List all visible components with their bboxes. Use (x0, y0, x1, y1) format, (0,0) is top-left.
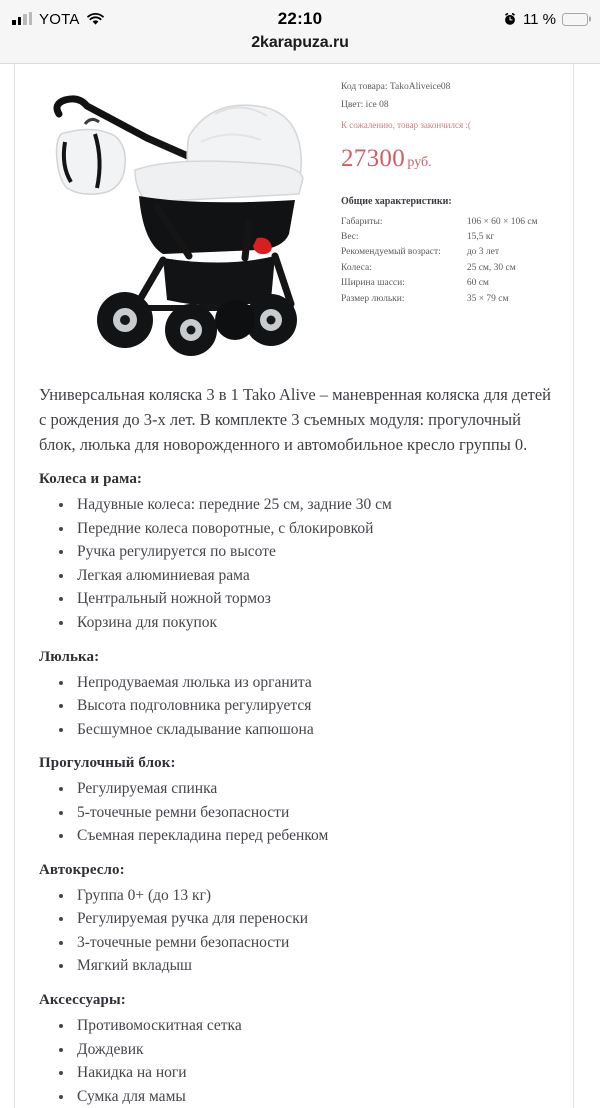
feature-list-car-seat (39, 884, 557, 978)
list-item: Регулируемая спинка (55, 777, 557, 801)
spec-key: Размер люльки: (341, 293, 405, 304)
list-item: Надувные колеса: передние 25 см, задние 30 см (55, 493, 557, 517)
specs-heading: Общие характеристики: (341, 195, 452, 207)
url-text: 2karapuza.ru (251, 34, 349, 51)
wifi-icon (87, 13, 104, 26)
spec-value: 60 см (466, 278, 489, 289)
section-heading-accessories: Аксессуары: (39, 991, 126, 1008)
spec-value: 106 × 60 × 106 см (466, 216, 538, 227)
list-item: Корзина для покупок (55, 611, 557, 635)
list-item: Сумка для мамы (55, 1085, 557, 1108)
spec-value: 35 × 79 см (466, 293, 509, 304)
product-summary (39, 72, 557, 360)
product-price (341, 135, 557, 183)
specifications-body (341, 215, 538, 307)
spec-key: Колеса: (341, 262, 372, 273)
table-row (341, 292, 538, 307)
section-heading-bassinet: Люлька: (39, 648, 100, 665)
table-row (341, 261, 538, 276)
spec-key: Рекомендуемый возраст: (341, 247, 441, 258)
list-item: Противомоскитная сетка (55, 1014, 557, 1038)
browser-chrome (0, 0, 600, 64)
status-bar-left (12, 11, 278, 28)
list-item: 3-точечные ремни безопасности (55, 931, 557, 955)
list-item: Передние колеса поворотные, с блокировкой (55, 517, 557, 541)
table-row (341, 230, 538, 245)
section-heading-wheels: Колеса и рама: (39, 471, 143, 488)
page-scroll-area[interactable] (0, 64, 600, 1105)
spec-key: Габариты: (341, 216, 383, 227)
stock-status: К сожалению, товар закончился :( (341, 120, 471, 131)
product-image[interactable] (39, 72, 335, 360)
product-info-panel (341, 72, 557, 307)
feature-list-wheels (39, 493, 557, 634)
price-currency: руб. (407, 155, 432, 171)
battery-icon (562, 13, 588, 26)
spec-key: Ширина шасси: (341, 278, 405, 289)
section-heading-car-seat: Автокресло: (39, 861, 125, 878)
table-row (341, 215, 538, 230)
product-color: Цвет: ice 08 (341, 100, 389, 111)
ios-status-bar (0, 6, 600, 32)
section-heading-seat-unit: Прогулочный блок: (39, 755, 176, 772)
carrier-label: YOTA (39, 10, 80, 28)
list-item: Накидка на ноги (55, 1061, 557, 1085)
list-item: Группа 0+ (до 13 кг) (55, 884, 557, 908)
battery-percent-label: 11 % (522, 10, 557, 28)
feature-list-accessories (39, 1014, 557, 1108)
content-container (14, 64, 574, 1108)
clock-label: 22:10 (277, 9, 323, 28)
list-item: Высота подголовника регулируется (55, 694, 557, 718)
list-item: Дождевик (55, 1038, 557, 1062)
feature-list-bassinet (39, 671, 557, 742)
list-item: Центральный ножной тормоз (55, 587, 557, 611)
list-item: Ручка регулируется по высоте (55, 540, 557, 564)
signal-bars-icon (12, 13, 32, 25)
list-item: Бесшумное складывание капюшона (55, 718, 557, 742)
price-value: 27300 (341, 145, 405, 173)
url-bar[interactable] (0, 32, 600, 59)
status-bar-right (322, 11, 588, 28)
list-item: Легкая алюминиевая рама (55, 564, 557, 588)
product-code: Код товара: TakoAliveice08 (341, 82, 451, 92)
product-description: Универсальная коляска 3 в 1 Tako Alive – маневренная коляска для детей с рождения до 3-х лет. В комплекте 3 съемных модуля: прогулочный блок, люлька для новорожденного и автомобильное кресло группы 0. (39, 385, 552, 455)
specifications-table (341, 215, 538, 307)
feature-list-seat-unit (39, 777, 557, 848)
list-item: Регулируемая ручка для переноски (55, 907, 557, 931)
list-item: 5-точечные ремни безопасности (55, 801, 557, 825)
spec-value: 25 см, 30 см (466, 262, 516, 273)
list-item: Съемная перекладина перед ребенком (55, 824, 557, 848)
alarm-clock-icon (503, 12, 517, 26)
table-row (341, 276, 538, 291)
list-item: Мягкий вкладыш (55, 954, 557, 978)
spec-key: Вес: (341, 232, 359, 243)
spec-value: до 3 лет (466, 247, 500, 258)
spec-value: 15,5 кг (466, 232, 495, 243)
list-item: Непродуваемая люлька из органита (55, 671, 557, 695)
table-row (341, 245, 538, 260)
